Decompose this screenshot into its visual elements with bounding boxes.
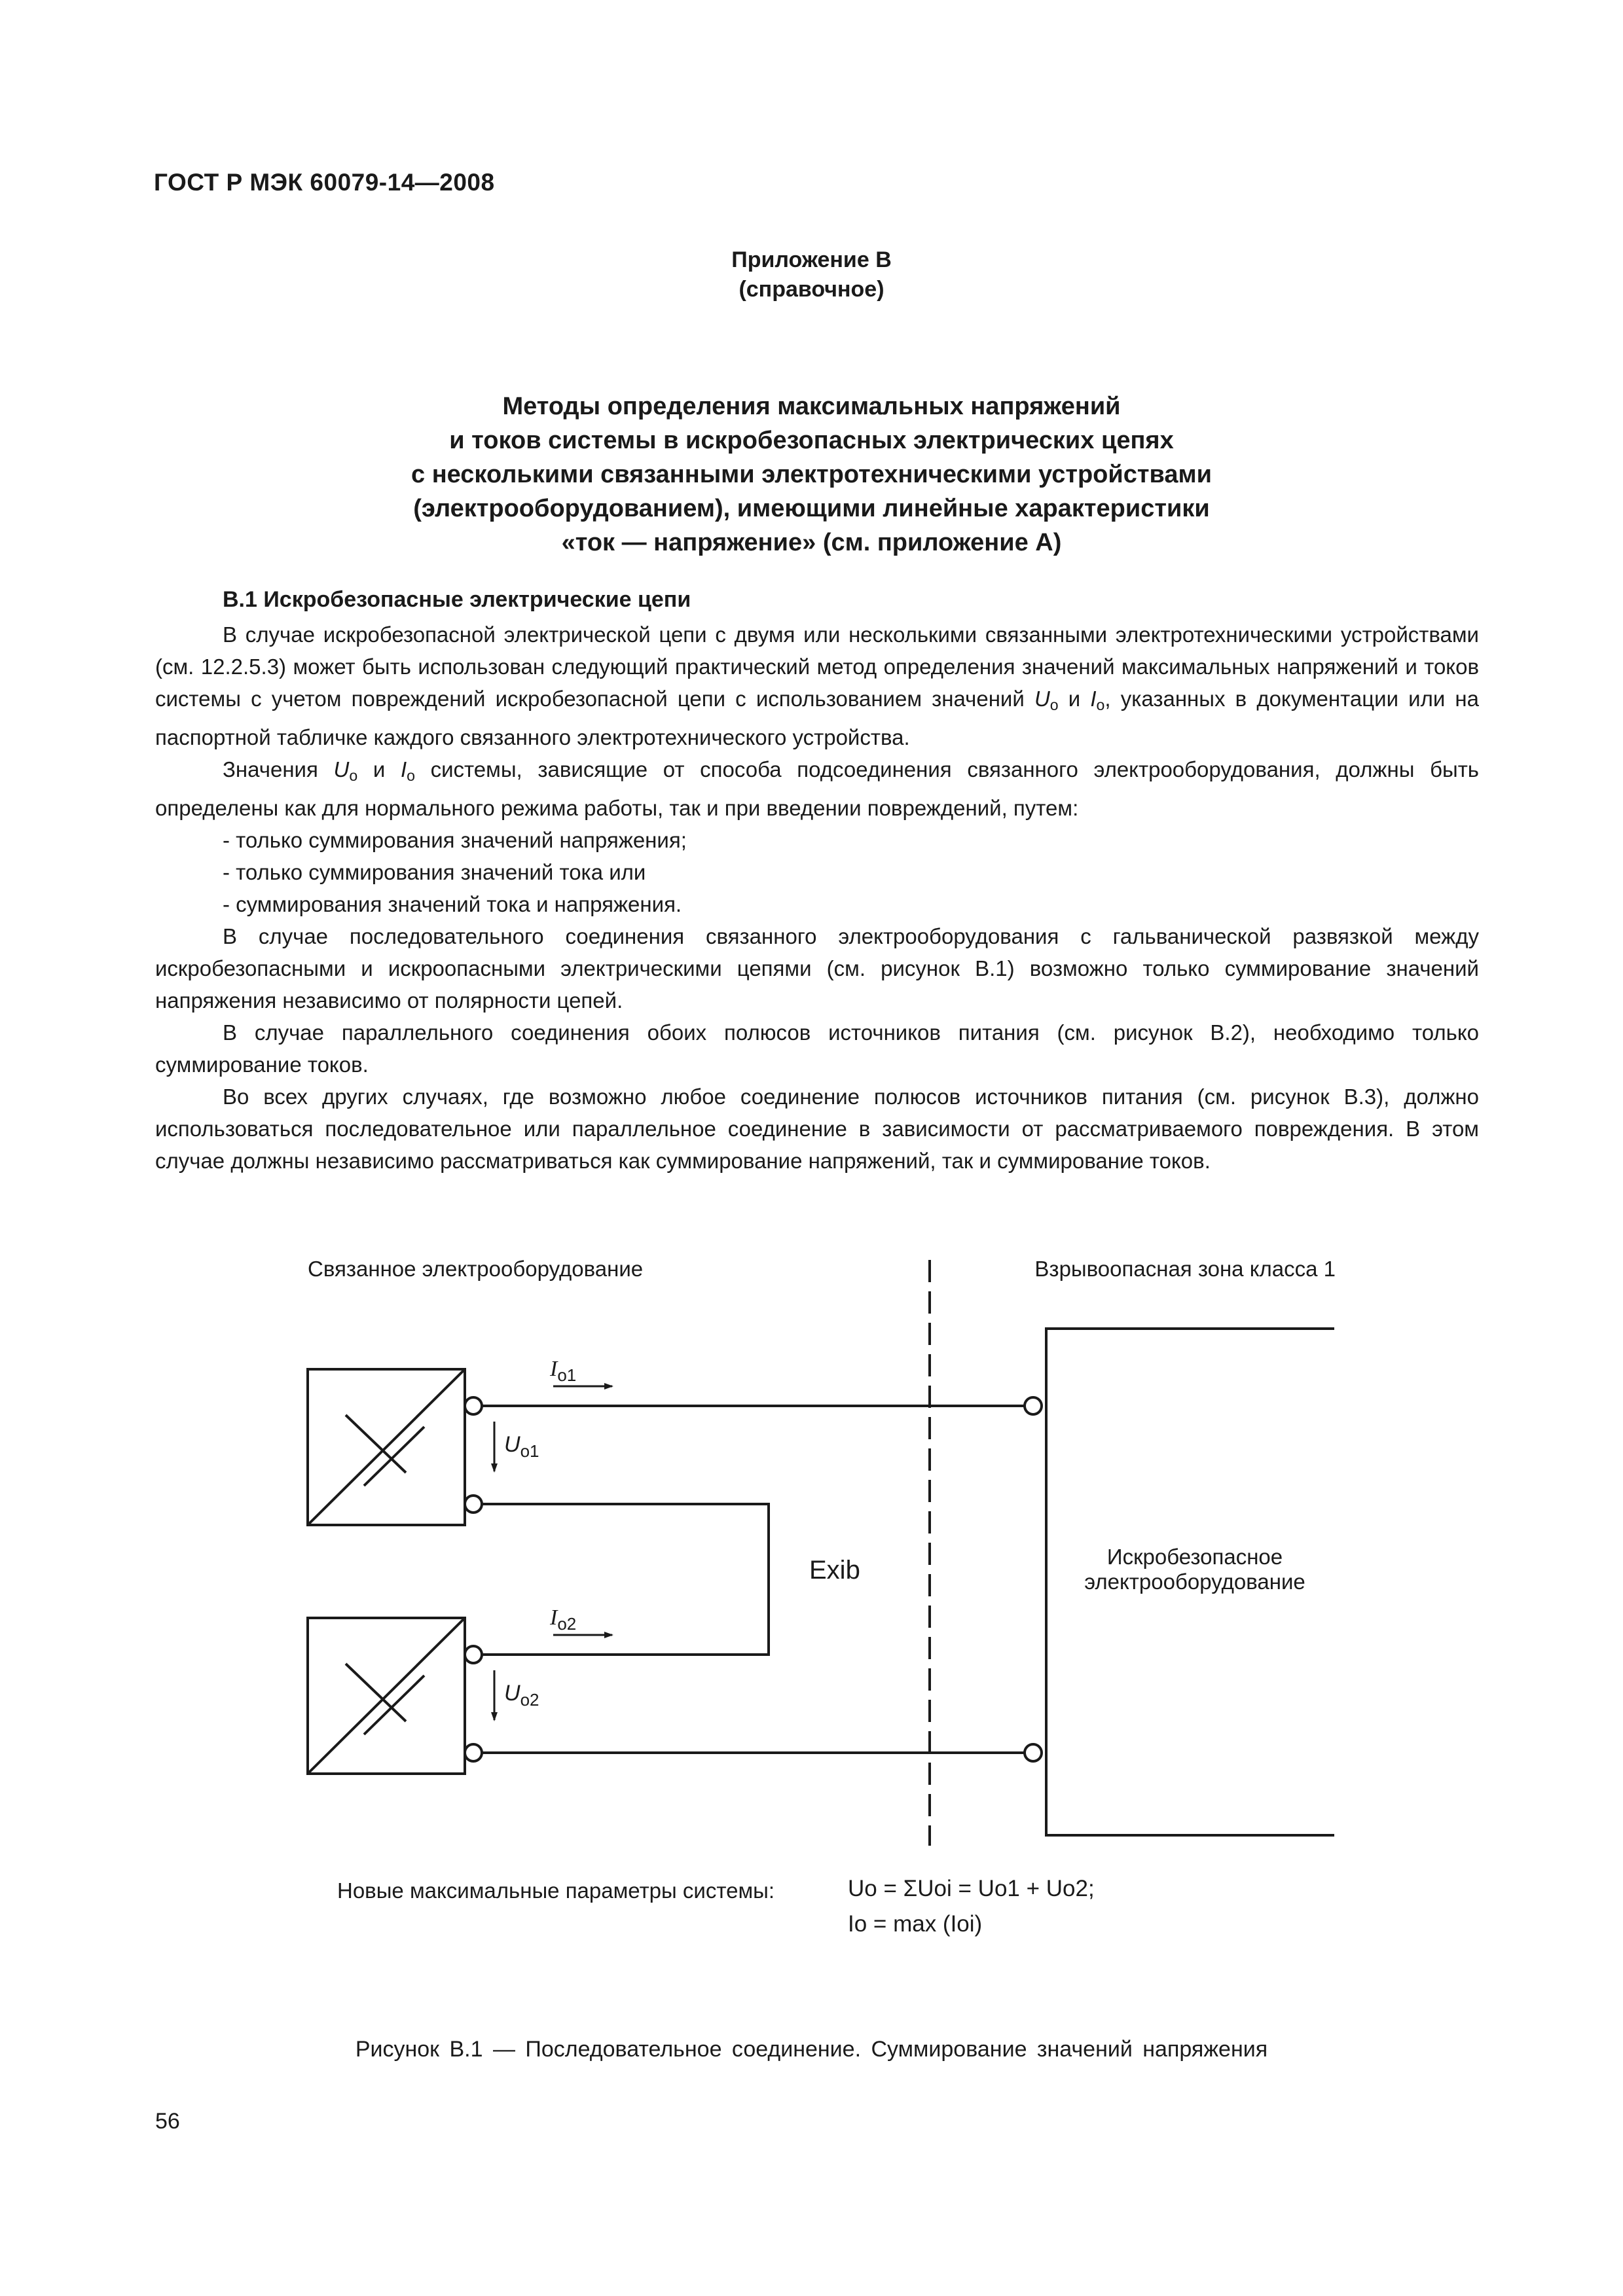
paragraph: Значения $U_o$ и $I_o$ системы, зависящие от способа подсоединения связанного электрооборудования, должны быть определены как для нормального режима работы, так и при введении повреждений, путем:	[155, 757, 1480, 820]
title-line: с несколькими связанными электротехническими устройствами	[411, 461, 1212, 488]
section-heading: В.1 Искробезопасные электрические цепи	[223, 587, 691, 612]
terminal	[465, 1397, 482, 1414]
figure-caption: Рисунок В.1 — Последовательное соединение. Суммирование значений напряжения	[355, 2037, 1268, 2062]
terminal	[1025, 1397, 1042, 1414]
list-item: - только суммирования значений напряжения;	[223, 827, 687, 852]
annex-type: (справочное)	[739, 277, 884, 302]
current-1-label: $I_{o1}$	[550, 1357, 577, 1385]
annex-title	[0, 389, 1623, 560]
terminal	[465, 1646, 482, 1663]
source-2-cross-b	[364, 1676, 424, 1734]
device-label-line2: электрооборудование	[1084, 1570, 1305, 1594]
protection-label: Exib	[809, 1556, 860, 1585]
source-1-cross-a	[346, 1415, 406, 1473]
title-line: (электрооборудованием), имеющими линейные характеристики	[413, 495, 1210, 522]
params-label: Новые максимальные параметры системы:	[337, 1878, 775, 1903]
paragraph: В случае параллельного соединения обоих полюсов источников питания (см. рисунок В.2), необходимо только суммирование токов.	[155, 1020, 1479, 1077]
title-line: «ток — напряжение» (см. приложение А)	[561, 529, 1062, 556]
source-2-diagonal	[308, 1618, 465, 1774]
left-zone-label: Связанное электрооборудование	[308, 1257, 644, 1281]
document-code: ГОСТ Р МЭК 60079-14—2008	[154, 169, 495, 196]
source-2-cross-a	[346, 1664, 406, 1721]
terminal	[465, 1744, 482, 1761]
terminal	[465, 1496, 482, 1513]
circuit-diagram	[0, 1230, 1623, 1950]
right-zone-label: Взрывоопасная зона класса 1	[1034, 1257, 1336, 1281]
voltage-2-label: $U_{o2}$	[504, 1681, 539, 1710]
page-number: 56	[155, 2109, 180, 2134]
source-1-cross-b	[364, 1427, 424, 1486]
device-label-line1: Искробезопасное	[1106, 1545, 1283, 1569]
formula-voltage: Uo = ΣUoi = Uo1 + Uo2;	[848, 1876, 1095, 1901]
current-2-label: $I_{o2}$	[550, 1605, 577, 1634]
terminal	[1025, 1744, 1042, 1761]
formula-current: Io = max (Ioi)	[848, 1911, 983, 1937]
paragraph: В случае искробезопасной электрической цепи с двумя или несколькими связанными электротехническими устройствами (см. 12.2.5.3) может быть использован следующий практический метод определения значений максимальных напряжений и токов системы с учетом повреждений искробезопасной цепи с использованием значений $U_o$ и $I_o$, указанных в документации или на паспортной табличке каждого связанного электротехнического устройства.	[155, 622, 1479, 749]
body-text	[155, 619, 1479, 1177]
paragraph: Во всех других случаях, где возможно любое соединение полюсов источников питания (см. рисунок В.3), должно использоваться последовательное или параллельное соединение в зависимости от рассматриваемого повреждения. В этом случае должны независимо рассматриваться как суммирование напряжений, так и суммирование токов.	[155, 1084, 1479, 1173]
title-line: и токов системы в искробезопасных электрических цепях	[449, 427, 1174, 454]
wire	[482, 1504, 769, 1655]
list-item: - только суммирования значений тока или	[223, 859, 646, 884]
annex-label: Приложение В	[731, 247, 892, 272]
source-1-diagonal	[308, 1369, 465, 1525]
paragraph: В случае последовательного соединения связанного электрооборудования с гальванической развязкой между искробезопасными и искроопасными электрическими цепями (см. рисунок В.1) возможно только суммирование значений напряжения независимо от полярности цепей.	[155, 924, 1479, 1013]
title-line: Методы определения максимальных напряжений	[502, 393, 1121, 420]
voltage-1-label: $U_{o1}$	[504, 1432, 539, 1461]
list-item: - суммирования значений тока и напряжения.	[223, 891, 682, 916]
